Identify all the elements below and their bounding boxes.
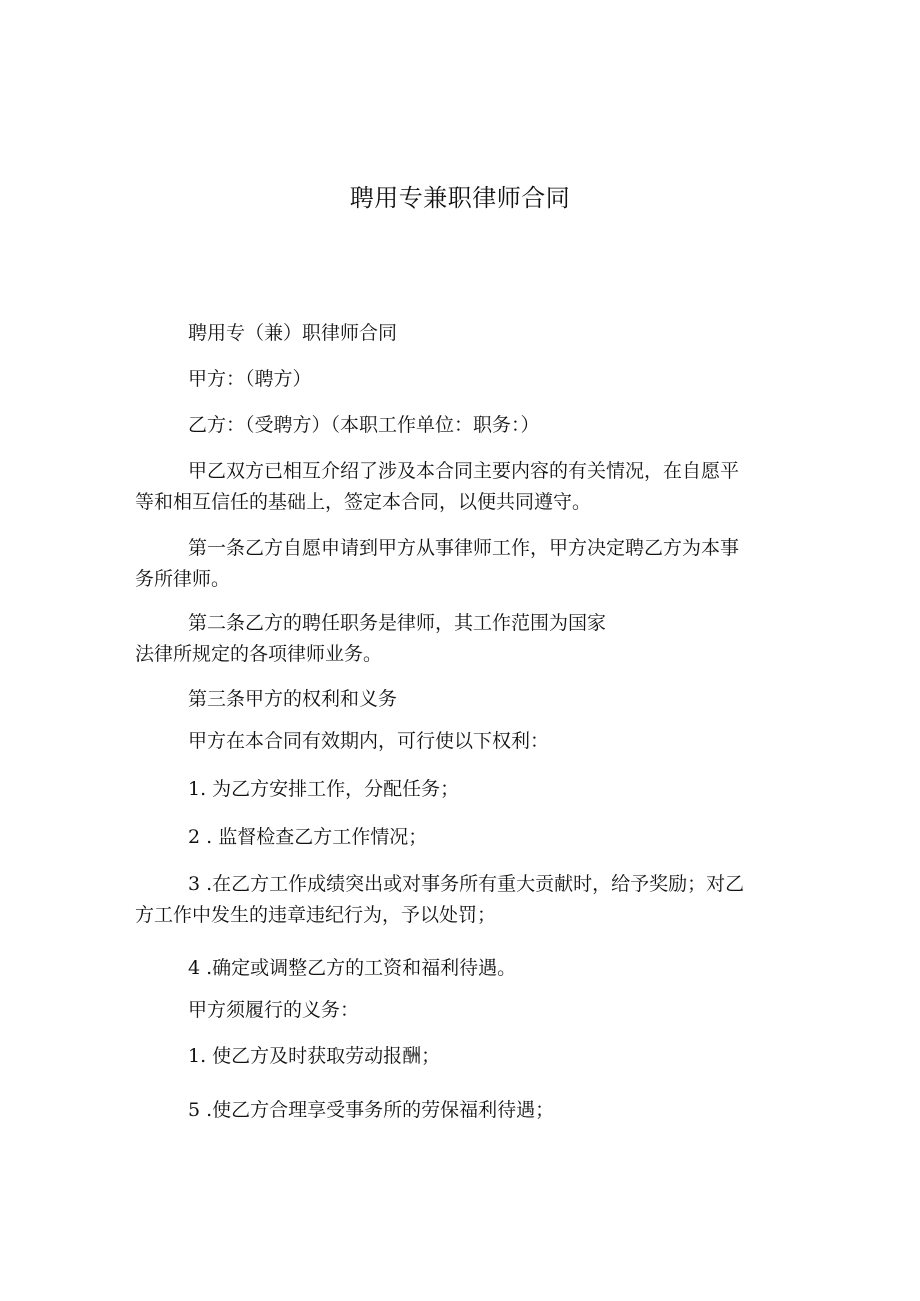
rights-item-4: 4 .确定或调整乙方的工资和福利待遇。	[188, 957, 517, 979]
party-a-line: 甲方：（聘方）	[188, 368, 312, 390]
rights-item-3-line-1: 3 .在乙方工作成绩突出或对事务所有重大贡献时，给予奖励；对乙	[188, 873, 745, 895]
duties-item-1: 1. 使乙方及时获取劳动报酬；	[188, 1045, 441, 1067]
intro-paragraph-line-2: 等和相互信任的基础上，签定本合同，以便共同遵守。	[135, 491, 592, 513]
document-title: 聘用专兼职律师合同	[349, 184, 571, 212]
intro-paragraph-line-1: 甲乙双方已相互介绍了涉及本合同主要内容的有关情况，在自愿平	[188, 460, 740, 482]
duties-item-5: 5 .使乙方合理享受事务所的劳保福利待遇；	[188, 1099, 555, 1121]
rights-item-2: 2 . 监督检查乙方工作情况；	[188, 826, 428, 848]
article-2-line-1: 第二条乙方的聘任职务是律师，其工作范围为国家	[188, 612, 607, 634]
rights-intro: 甲方在本合同有效期内，可行使以下权利：	[188, 730, 550, 752]
rights-item-3-line-2: 方工作中发生的违章违纪行为，予以处罚；	[135, 904, 497, 926]
article-3-title: 第三条甲方的权利和义务	[188, 688, 398, 710]
party-b-line: 乙方：（受聘方）（本职工作单位：职务：）	[188, 414, 540, 436]
contract-heading: 聘用专（兼）职律师合同	[188, 322, 398, 344]
duties-intro: 甲方须履行的义务：	[188, 999, 360, 1021]
article-1-line-2: 务所律师。	[135, 568, 231, 590]
rights-item-1: 1. 为乙方安排工作，分配任务；	[188, 778, 460, 800]
article-2-line-2: 法律所规定的各项律师业务。	[135, 643, 383, 665]
article-1-line-1: 第一条乙方自愿申请到甲方从事律师工作，甲方决定聘乙方为本事	[188, 537, 740, 559]
